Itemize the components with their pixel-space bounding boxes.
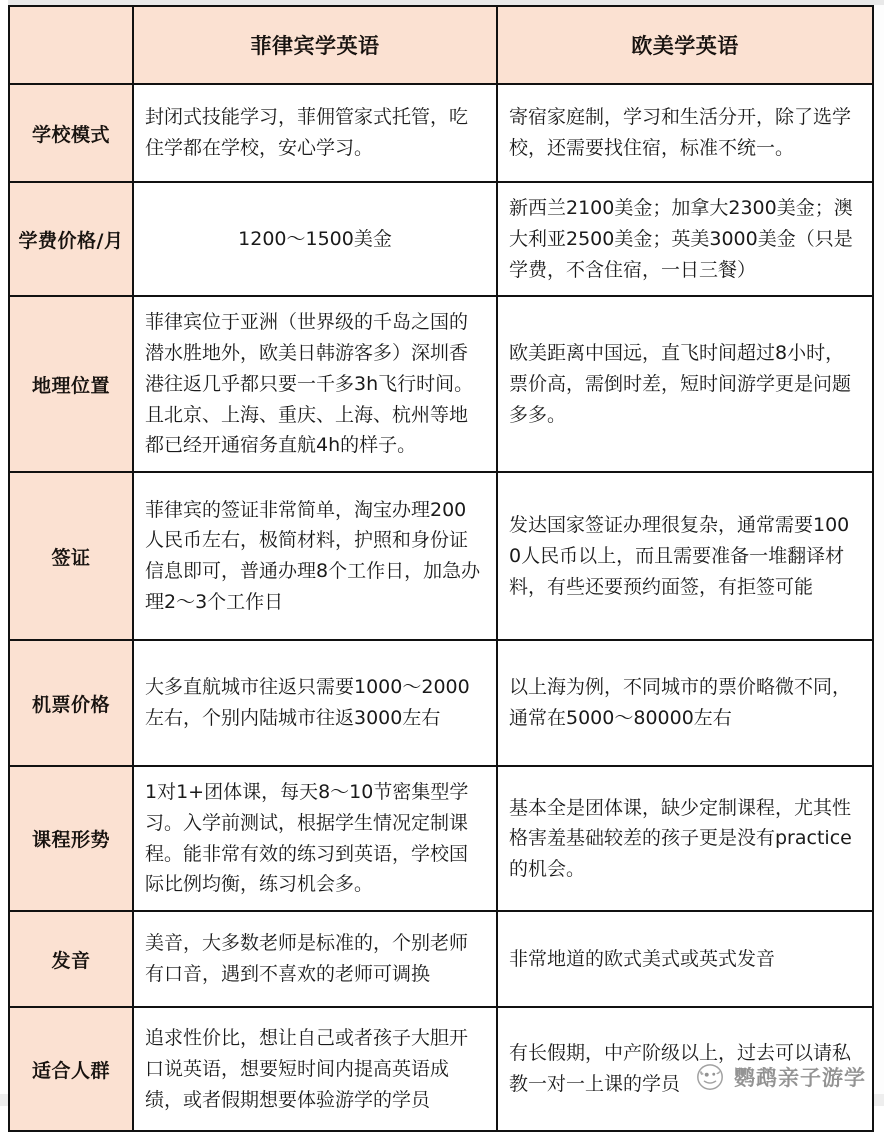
table-row-geographic-location — [9, 296, 873, 472]
cell-airfare-philippines — [133, 640, 497, 766]
row-label-suitable-audience — [9, 1007, 133, 1131]
header-label-western: 欧美学英语 — [631, 34, 739, 58]
row-label-text: 学费价格/月 — [18, 229, 124, 252]
cell-geography-philippines — [133, 296, 497, 472]
cell-visa-philippines — [133, 472, 497, 640]
row-label-text: 地理位置 — [31, 374, 110, 397]
header-cell-philippines — [133, 6, 497, 84]
row-label-school-mode — [9, 84, 133, 182]
header-corner-cell — [9, 6, 133, 84]
row-label-text: 适合人群 — [31, 1059, 110, 1082]
cell-pronunciation-philippines — [133, 911, 497, 1007]
cell-text: 封闭式技能学习，菲佣管家式托管，吃住学都在学校，安心学习。 — [145, 106, 469, 159]
cell-text: 基本全是团体课，缺少定制课程，尤其性格害羞基础较差的孩子更是没有practice的机会。 — [509, 796, 852, 881]
table-body — [9, 84, 873, 1131]
row-label-airfare-price — [9, 640, 133, 766]
cell-text: 大多直航城市往返只需要1000～2000左右，个别内陆城市往返3000左右 — [145, 676, 470, 730]
cell-tuition-western — [497, 182, 873, 296]
cell-text: 寄宿家庭制，学习和生活分开，除了选学校，还需要找住宿，标准不统一。 — [509, 106, 852, 159]
cell-audience-philippines — [133, 1007, 497, 1131]
cell-course-western — [497, 766, 873, 911]
row-label-text: 机票价格 — [31, 693, 110, 716]
header-row — [9, 6, 873, 84]
row-label-text: 课程形势 — [31, 829, 110, 852]
row-label-geographic-location — [9, 296, 133, 472]
table-row-visa — [9, 472, 873, 640]
cell-course-philippines — [133, 766, 497, 911]
row-label-course-format — [9, 766, 133, 911]
comparison-table — [8, 5, 874, 1132]
table-row-airfare-price — [9, 640, 873, 766]
cell-school-mode-western — [497, 84, 873, 182]
cell-geography-western — [497, 296, 873, 472]
row-label-text: 学校模式 — [31, 123, 110, 146]
table-header — [9, 6, 873, 84]
cell-text: 欧美距离中国远，直飞时间超过8小时，票价高，需倒时差，短时间游学更是问题多多。 — [509, 342, 852, 426]
cell-text: 发达国家签证办理很复杂，通常需要1000人民币以上，而且需要准备一堆翻译材料，有些还要预约面签，有拒签可能 — [509, 513, 850, 598]
row-label-tuition-price-month — [9, 182, 133, 296]
cell-visa-western — [497, 472, 873, 640]
cell-text: 有长假期，中产阶级以上，过去可以请私教一对一上课的学员 — [509, 1042, 852, 1096]
row-label-text: 签证 — [51, 546, 91, 569]
cell-text: 菲律宾位于亚洲（世界级的千岛之国的潜水胜地外，欧美日韩游客多）深圳香港往返几乎都只要一千多3h飞行时间。且北京、上海、重庆、上海、杭州等地都已经开通宿务直航4h的样子。 — [145, 311, 474, 457]
header-label-philippines: 菲律宾学英语 — [250, 34, 380, 58]
row-label-visa — [9, 472, 133, 640]
cell-text: 菲律宾的签证非常简单，淘宝办理200人民币左右，极简材料，护照和身份证信息即可，普通办理8个工作日，加急办理2～3个工作日 — [145, 498, 481, 613]
cell-text: 美音，大多数老师是标准的，个别老师有口音，遇到不喜欢的老师可调换 — [145, 932, 469, 986]
header-cell-western — [497, 6, 873, 84]
cell-text: 非常地道的欧式美式或英式发音 — [509, 947, 776, 970]
cell-text: 1200～1500美金 — [238, 227, 392, 250]
cell-tuition-philippines — [133, 182, 497, 296]
row-label-pronunciation — [9, 911, 133, 1007]
cell-text: 以上海为例，不同城市的票价略微不同，通常在5000～80000左右 — [509, 676, 852, 730]
cell-pronunciation-western — [497, 911, 873, 1007]
table-row-school-mode — [9, 84, 873, 182]
cell-text: 追求性价比，想让自己或者孩子大胆开口说英语，想要短时间内提高英语成绩，或者假期想要体验游学的学员 — [145, 1027, 469, 1111]
left-gutter — [0, 0, 8, 1106]
cell-text: 1对1+团体课，每天8～10节密集型学习。入学前测试，根据学生情况定制课程。能非常有效的练习到英语，学校国际比例均衡，练习机会多。 — [145, 781, 469, 896]
cell-audience-western — [497, 1007, 873, 1131]
row-label-text: 发音 — [51, 949, 91, 972]
comparison-table-container — [8, 5, 872, 1132]
table-row-tuition-price-month — [9, 182, 873, 296]
table-row-pronunciation — [9, 911, 873, 1007]
cell-airfare-western — [497, 640, 873, 766]
cell-text: 新西兰2100美金；加拿大2300美金；澳大利亚2500美金；英美3000美金（只是学费，不含住宿，一日三餐） — [509, 197, 853, 281]
table-row-suitable-audience — [9, 1007, 873, 1131]
cell-school-mode-philippines — [133, 84, 497, 182]
watermark-text: 鹦鹉亲子游学 — [734, 1066, 866, 1090]
table-row-course-format — [9, 766, 873, 911]
